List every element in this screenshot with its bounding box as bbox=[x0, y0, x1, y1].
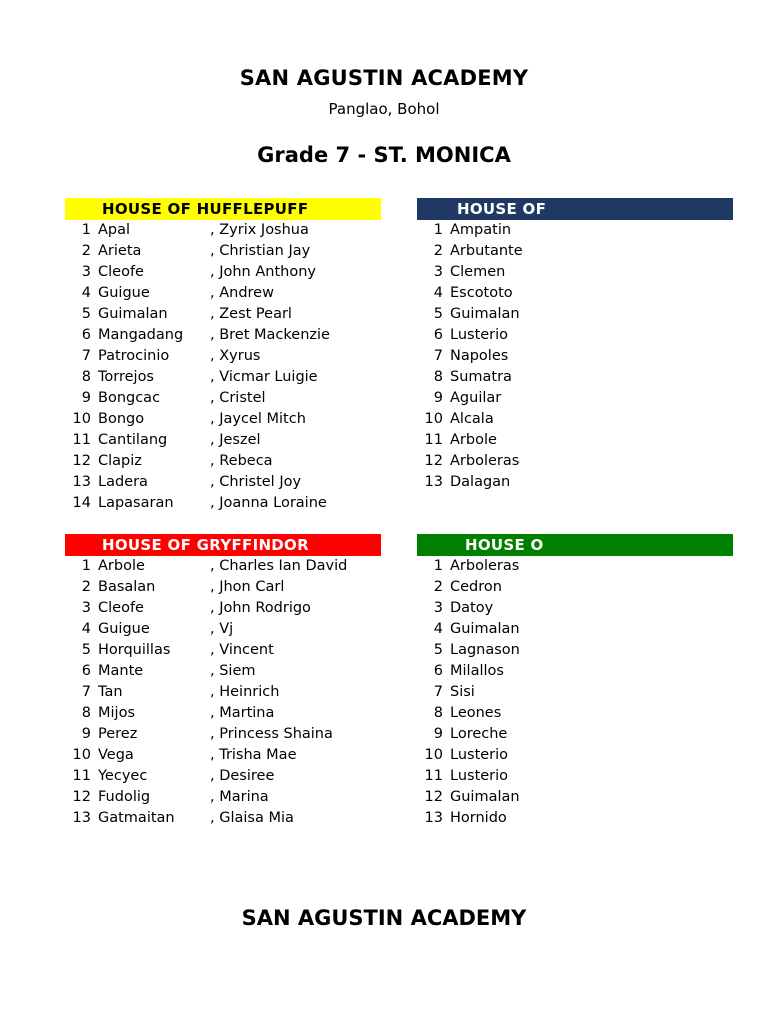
student-number: 1 bbox=[81, 222, 91, 238]
student-number: 10 bbox=[424, 411, 443, 427]
student-number: 12 bbox=[72, 453, 91, 469]
student-number: 9 bbox=[433, 726, 443, 742]
student-row bbox=[65, 808, 381, 829]
student-last-name: Loreche bbox=[450, 726, 508, 742]
student-row bbox=[417, 451, 733, 472]
student-first-name: , Desiree bbox=[210, 768, 275, 784]
student-number: 11 bbox=[424, 432, 443, 448]
student-number: 2 bbox=[433, 579, 443, 595]
student-first-name: , Bret Mackenzie bbox=[210, 327, 330, 343]
student-row bbox=[417, 619, 733, 640]
student-last-name: Patrocinio bbox=[98, 348, 170, 364]
student-number: 8 bbox=[81, 705, 91, 721]
student-first-name: , Cristel bbox=[210, 390, 266, 406]
student-last-name: Cleofe bbox=[98, 600, 144, 616]
student-last-name: Guimalan bbox=[98, 306, 168, 322]
student-number: 7 bbox=[81, 684, 91, 700]
student-last-name: Arboleras bbox=[450, 453, 520, 469]
student-row bbox=[417, 640, 733, 661]
student-last-name: Arbutante bbox=[450, 243, 523, 259]
house-hufflepuff bbox=[65, 198, 381, 514]
student-row bbox=[65, 220, 381, 241]
student-first-name: , Zyrix Joshua bbox=[210, 222, 309, 238]
student-last-name: Fudolig bbox=[98, 789, 151, 805]
student-last-name: Aguilar bbox=[450, 390, 502, 406]
student-last-name: Ladera bbox=[98, 474, 148, 490]
student-number: 7 bbox=[81, 348, 91, 364]
student-row bbox=[417, 304, 733, 325]
student-last-name: Alcala bbox=[450, 411, 494, 427]
student-last-name: Torrejos bbox=[98, 369, 154, 385]
student-number: 4 bbox=[81, 621, 91, 637]
student-last-name: Lusterio bbox=[450, 327, 509, 343]
student-last-name: Tan bbox=[98, 684, 123, 700]
student-row bbox=[417, 682, 733, 703]
student-number: 9 bbox=[81, 390, 91, 406]
student-last-name: Dalagan bbox=[450, 474, 511, 490]
student-row bbox=[417, 745, 733, 766]
student-number: 13 bbox=[424, 810, 443, 826]
house-gryffindor bbox=[65, 534, 381, 829]
student-list bbox=[417, 556, 733, 829]
student-last-name: Bongcac bbox=[98, 390, 161, 406]
student-number: 1 bbox=[81, 558, 91, 574]
student-last-name: Lagnason bbox=[450, 642, 520, 658]
student-list bbox=[65, 220, 381, 514]
student-number: 12 bbox=[424, 789, 443, 805]
student-first-name: , Siem bbox=[210, 663, 256, 679]
student-row bbox=[65, 262, 381, 283]
student-last-name: Lusterio bbox=[450, 768, 509, 784]
student-last-name: Milallos bbox=[450, 663, 504, 679]
student-number: 5 bbox=[81, 306, 91, 322]
student-number: 4 bbox=[433, 621, 443, 637]
student-list bbox=[65, 556, 381, 829]
student-number: 7 bbox=[433, 348, 443, 364]
student-list bbox=[417, 220, 733, 493]
school-title: SAN AGUSTIN ACADEMY bbox=[239, 66, 529, 90]
student-last-name: Mangadang bbox=[98, 327, 184, 343]
student-last-name: Clemen bbox=[450, 264, 506, 280]
house-header: HOUSE OF bbox=[417, 198, 733, 220]
student-number: 8 bbox=[433, 369, 443, 385]
student-number: 10 bbox=[424, 747, 443, 763]
student-number: 12 bbox=[72, 789, 91, 805]
house-header: HOUSE OF HUFFLEPUFF bbox=[65, 198, 381, 220]
student-first-name: , Christel Joy bbox=[210, 474, 302, 490]
student-row bbox=[65, 745, 381, 766]
student-number: 11 bbox=[424, 768, 443, 784]
student-last-name: Napoles bbox=[450, 348, 509, 364]
student-last-name: Hornido bbox=[450, 810, 507, 826]
student-number: 4 bbox=[81, 285, 91, 301]
student-row bbox=[417, 598, 733, 619]
student-first-name: , Princess Shaina bbox=[210, 726, 333, 742]
student-row bbox=[65, 388, 381, 409]
student-first-name: , Vj bbox=[210, 621, 234, 637]
student-number: 2 bbox=[433, 243, 443, 259]
student-row bbox=[65, 451, 381, 472]
student-last-name: Arieta bbox=[98, 243, 142, 259]
student-row bbox=[65, 724, 381, 745]
student-last-name: Datoy bbox=[450, 600, 494, 616]
student-number: 9 bbox=[81, 726, 91, 742]
student-number: 2 bbox=[81, 579, 91, 595]
student-last-name: Cedron bbox=[450, 579, 502, 595]
house-bottom-right bbox=[417, 534, 733, 829]
student-first-name: , Zest Pearl bbox=[210, 306, 292, 322]
student-row bbox=[417, 472, 733, 493]
student-first-name: , Jeszel bbox=[210, 432, 261, 448]
school-location: Panglao, Bohol bbox=[328, 100, 440, 118]
student-first-name: , John Rodrigo bbox=[210, 600, 311, 616]
student-number: 3 bbox=[81, 600, 91, 616]
student-number: 7 bbox=[433, 684, 443, 700]
student-number: 13 bbox=[72, 810, 91, 826]
student-row bbox=[417, 703, 733, 724]
student-last-name: Guigue bbox=[98, 621, 150, 637]
student-number: 8 bbox=[433, 705, 443, 721]
student-number: 3 bbox=[433, 600, 443, 616]
student-last-name: Lapasaran bbox=[98, 495, 174, 511]
student-number: 2 bbox=[81, 243, 91, 259]
student-first-name: , Christian Jay bbox=[210, 243, 311, 259]
student-first-name: , Jhon Carl bbox=[210, 579, 285, 595]
student-number: 1 bbox=[433, 558, 443, 574]
student-row bbox=[65, 661, 381, 682]
student-row bbox=[417, 283, 733, 304]
student-last-name: Horquillas bbox=[98, 642, 171, 658]
student-row bbox=[417, 556, 733, 577]
student-row bbox=[65, 472, 381, 493]
student-last-name: Guigue bbox=[98, 285, 150, 301]
student-number: 5 bbox=[81, 642, 91, 658]
student-row bbox=[417, 766, 733, 787]
house-top-right bbox=[417, 198, 733, 493]
student-row bbox=[65, 367, 381, 388]
student-last-name: Yecyec bbox=[98, 768, 148, 784]
student-last-name: Perez bbox=[98, 726, 138, 742]
student-row bbox=[417, 220, 733, 241]
student-row bbox=[417, 262, 733, 283]
student-last-name: Vega bbox=[98, 747, 134, 763]
student-number: 11 bbox=[72, 432, 91, 448]
student-row bbox=[417, 787, 733, 808]
student-row bbox=[65, 325, 381, 346]
student-number: 5 bbox=[433, 642, 443, 658]
student-last-name: Cleofe bbox=[98, 264, 144, 280]
student-row bbox=[65, 409, 381, 430]
student-last-name: Arbole bbox=[450, 432, 497, 448]
student-last-name: Guimalan bbox=[450, 621, 520, 637]
student-row bbox=[65, 577, 381, 598]
student-row bbox=[65, 283, 381, 304]
student-first-name: , Rebeca bbox=[210, 453, 273, 469]
student-number: 12 bbox=[424, 453, 443, 469]
student-number: 13 bbox=[424, 474, 443, 490]
student-last-name: Lusterio bbox=[450, 747, 509, 763]
student-last-name: Sisi bbox=[450, 684, 475, 700]
student-first-name: , Vincent bbox=[210, 642, 274, 658]
class-title: Grade 7 - ST. MONICA bbox=[257, 143, 511, 167]
student-row bbox=[417, 325, 733, 346]
student-row bbox=[65, 787, 381, 808]
student-last-name: Clapiz bbox=[98, 453, 142, 469]
student-number: 4 bbox=[433, 285, 443, 301]
footer-school-title: SAN AGUSTIN ACADEMY bbox=[241, 906, 527, 930]
student-last-name: Cantilang bbox=[98, 432, 168, 448]
student-first-name: , Glaisa Mia bbox=[210, 810, 294, 826]
student-number: 6 bbox=[81, 663, 91, 679]
student-number: 13 bbox=[72, 474, 91, 490]
student-first-name: , Vicmar Luigie bbox=[210, 369, 318, 385]
student-last-name: Sumatra bbox=[450, 369, 512, 385]
student-number: 10 bbox=[72, 411, 91, 427]
student-number: 10 bbox=[72, 747, 91, 763]
student-row bbox=[417, 808, 733, 829]
student-row bbox=[65, 598, 381, 619]
student-last-name: Escototo bbox=[450, 285, 513, 301]
student-last-name: Arboleras bbox=[450, 558, 520, 574]
student-first-name: , Martina bbox=[210, 705, 275, 721]
student-row bbox=[417, 661, 733, 682]
student-number: 9 bbox=[433, 390, 443, 406]
student-row bbox=[65, 766, 381, 787]
student-number: 6 bbox=[433, 663, 443, 679]
student-row bbox=[65, 682, 381, 703]
student-last-name: Bongo bbox=[98, 411, 145, 427]
student-number: 3 bbox=[433, 264, 443, 280]
student-row bbox=[65, 241, 381, 262]
student-row bbox=[65, 430, 381, 451]
student-number: 11 bbox=[72, 768, 91, 784]
student-last-name: Mante bbox=[98, 663, 144, 679]
student-number: 6 bbox=[81, 327, 91, 343]
student-number: 3 bbox=[81, 264, 91, 280]
student-last-name: Basalan bbox=[98, 579, 156, 595]
student-row bbox=[65, 556, 381, 577]
student-last-name: Gatmaitan bbox=[98, 810, 175, 826]
student-first-name: , Charles Ian David bbox=[210, 558, 348, 574]
student-last-name: Guimalan bbox=[450, 306, 520, 322]
student-first-name: , Heinrich bbox=[210, 684, 280, 700]
student-row bbox=[65, 640, 381, 661]
student-first-name: , Trisha Mae bbox=[210, 747, 297, 763]
student-first-name: , Xyrus bbox=[210, 348, 261, 364]
student-last-name: Mijos bbox=[98, 705, 135, 721]
student-row bbox=[417, 430, 733, 451]
student-row bbox=[417, 724, 733, 745]
house-header: HOUSE O bbox=[417, 534, 733, 556]
student-number: 14 bbox=[72, 495, 91, 511]
student-row bbox=[417, 346, 733, 367]
student-last-name: Apal bbox=[98, 222, 131, 238]
student-first-name: , Marina bbox=[210, 789, 269, 805]
student-row bbox=[65, 304, 381, 325]
student-row bbox=[417, 241, 733, 262]
student-row bbox=[65, 493, 381, 514]
student-row bbox=[65, 346, 381, 367]
student-row bbox=[65, 703, 381, 724]
student-row bbox=[417, 409, 733, 430]
student-number: 5 bbox=[433, 306, 443, 322]
student-first-name: , Joanna Loraine bbox=[210, 495, 327, 511]
student-row bbox=[417, 388, 733, 409]
student-last-name: Guimalan bbox=[450, 789, 520, 805]
student-number: 8 bbox=[81, 369, 91, 385]
student-last-name: Ampatin bbox=[450, 222, 512, 238]
house-header: HOUSE OF GRYFFINDOR bbox=[65, 534, 381, 556]
student-first-name: , Jaycel Mitch bbox=[210, 411, 306, 427]
student-first-name: , John Anthony bbox=[210, 264, 316, 280]
student-number: 6 bbox=[433, 327, 443, 343]
student-row bbox=[417, 367, 733, 388]
student-row bbox=[417, 577, 733, 598]
student-last-name: Leones bbox=[450, 705, 502, 721]
student-number: 1 bbox=[433, 222, 443, 238]
student-row bbox=[65, 619, 381, 640]
student-first-name: , Andrew bbox=[210, 285, 274, 301]
student-last-name: Arbole bbox=[98, 558, 145, 574]
